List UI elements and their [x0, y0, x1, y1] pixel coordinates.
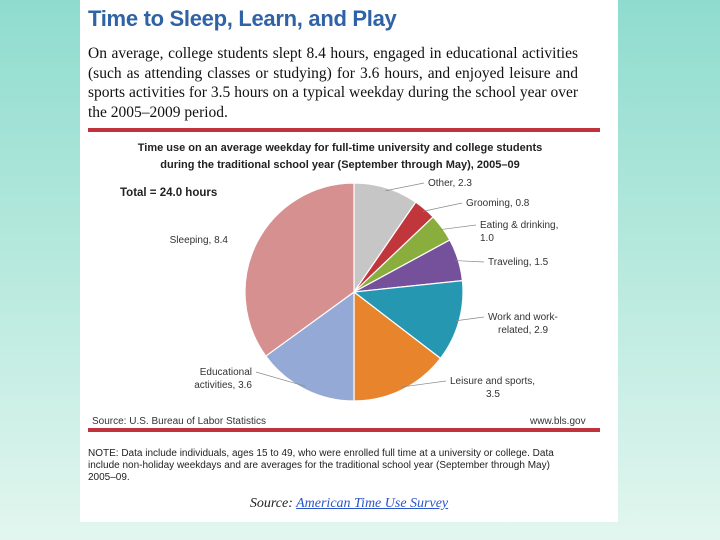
slice-label-6-line-1: activities, 3.6: [194, 380, 252, 391]
slice-label-0: [428, 178, 472, 189]
chart-title: [100, 140, 580, 174]
chart-source: Source: U.S. Bureau of Labor Statistics: [92, 416, 266, 427]
slice-label-5: [450, 376, 535, 400]
slide-card: [80, 0, 618, 522]
slice-label-3: [488, 257, 549, 268]
intro-paragraph: On average, college students slept 8.4 hours, engaged in educational activities (such as attending classes or studying) for 3.6 hours, and enjoyed leisure and sports activities for 3.5 hours on a typical weekday during the school year over the 2005–2009 period.: [88, 45, 578, 121]
slice-label-7: [170, 235, 229, 246]
slice-label-2-line-1: 1.0: [480, 233, 494, 244]
citation-prefix: Source:: [249, 496, 297, 511]
chart-title-line-2: during the traditional school year (September through May), 2005–09: [160, 159, 520, 171]
chart-note: NOTE: Data include individuals, ages 15 to 49, who were enrolled full time at a university or college. Data include non-holiday weekdays and are averages for the traditional school year (September through May) 2005–09.: [88, 448, 554, 483]
slice-label-2: [480, 220, 558, 244]
chart-title-line-1: Time use on an average weekday for full-time university and college students: [137, 142, 543, 154]
citation: [80, 496, 618, 512]
top-divider: [88, 128, 600, 132]
slice-label-4-line-0: Work and work-: [488, 312, 558, 323]
slice-label-0-line-0: Other, 2.3: [428, 178, 472, 189]
slice-label-1: [466, 198, 530, 209]
slice-label-1-line-0: Grooming, 0.8: [466, 198, 530, 209]
slice-label-7-line-0: Sleeping, 8.4: [169, 235, 228, 246]
slice-label-5-line-1: 3.5: [486, 389, 500, 400]
slice-label-4-line-1: related, 2.9: [498, 325, 549, 336]
leader-line-1: [423, 203, 462, 211]
leader-line-0: [385, 183, 424, 191]
pie-chart: [80, 170, 618, 410]
chart-source-url: www.bls.gov: [530, 416, 586, 427]
survey-link[interactable]: American Time Use Survey: [296, 496, 449, 511]
slice-label-6-line-0: Educational: [199, 367, 252, 378]
slice-label-4: [488, 312, 558, 336]
slice-label-2-line-0: Eating & drinking,: [480, 220, 559, 231]
slice-label-5-line-0: Leisure and sports,: [450, 376, 536, 387]
page-title: Time to Sleep, Learn, and Play: [88, 6, 397, 31]
leader-line-3: [455, 261, 484, 262]
slice-label-6: [194, 367, 252, 391]
bottom-divider: [88, 428, 600, 432]
slice-label-3-line-0: Traveling, 1.5: [488, 257, 549, 268]
total-label: Total = 24.0 hours: [120, 187, 218, 199]
leader-line-2: [440, 225, 476, 230]
